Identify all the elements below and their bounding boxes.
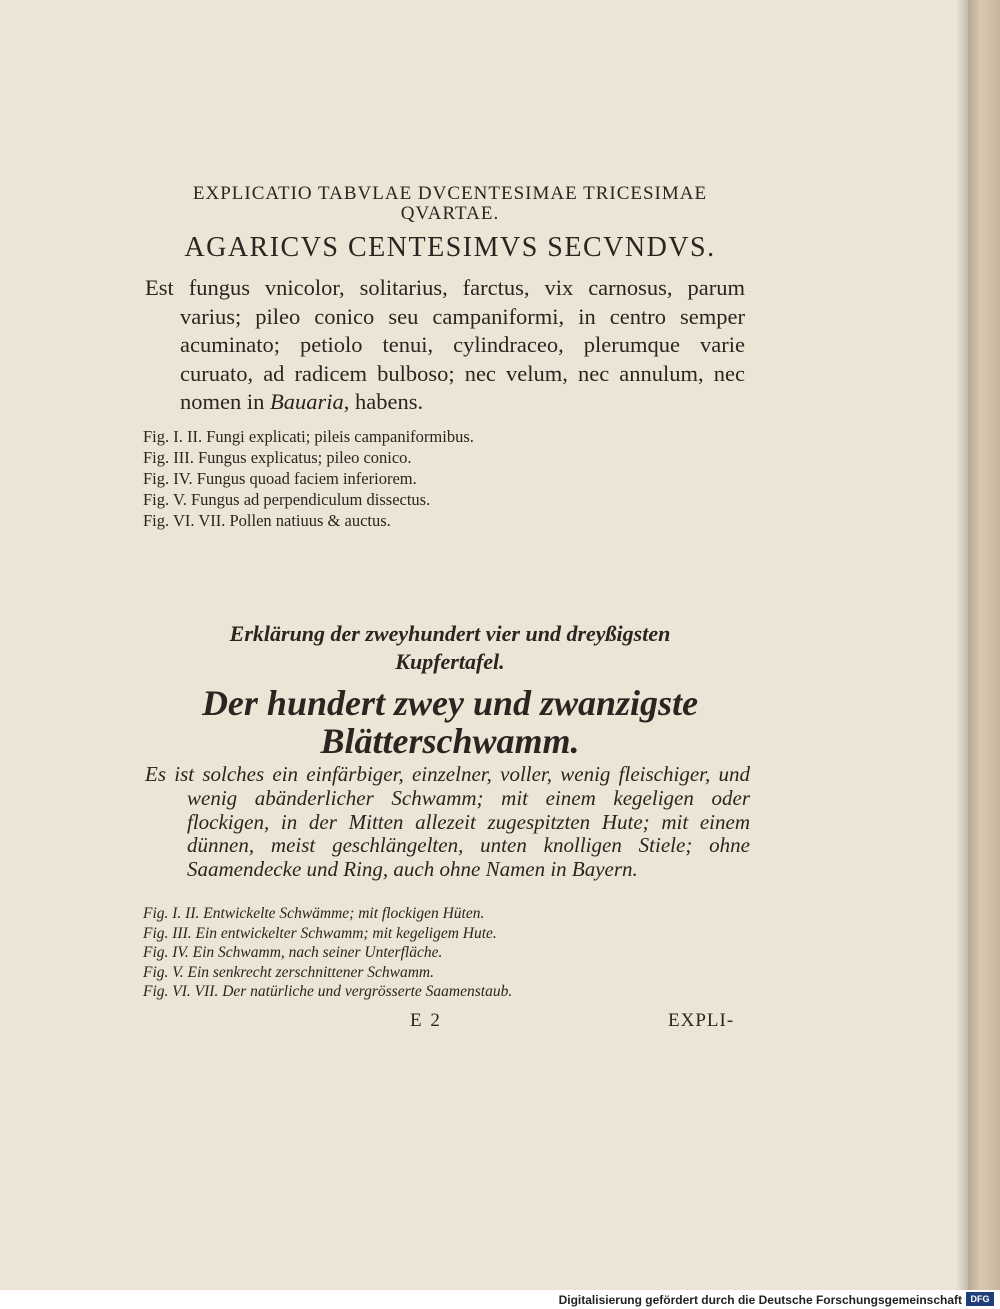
page-gutter-shadow <box>956 0 968 1290</box>
latin-title: AGARICVS CENTESIMVS SECVNDVS. <box>184 232 716 263</box>
german-figure-item: Fig. V. Ein senkrecht zerschnittener Schwamm. <box>143 963 435 981</box>
german-figure-item: Fig. IV. Ein Schwamm, nach seiner Unterfläche. <box>143 944 443 961</box>
german-figure-item: Fig. III. Ein entwickelter Schwamm; mit kegeligem Hute. <box>143 924 497 942</box>
latin-figure-item: Fig. III. Fungus explicatus; pileo conico. <box>143 448 412 467</box>
dfg-logo-icon: DFG <box>966 1292 994 1306</box>
latin-figure-item: Fig. IV. Fungus quoad faciem inferiorem. <box>143 469 417 488</box>
latin-heading: EXPLICATIO TABVLAE DVCENTESIMAE TRICESIMAE QVARTAE. <box>192 183 708 224</box>
german-paragraph: Es ist solches ein einfärbiger, einzelner, voller, wenig fleischiger, und wenig abänderlicher Schwamm; mit einem kegeligen oder flockigen, in der Mitten allezeit zugespitzten Hute; mit einem dünnen, meist geschlängelten, unten knolligen Stiele; ohne Saamendecke und Ring, auch ohne Namen in Bayern. <box>145 762 750 882</box>
catchword: EXPLI- <box>668 1010 735 1031</box>
german-figure-item: Fig. I. II. Entwickelte Schwämme; mit flockigen Hüten. <box>143 905 485 922</box>
latin-body-start: Est fungus vnicolor, solitarius, farctus, vix carnosus, parum varius; pileo conico seu campaniformi, in centro semper acuminato; petiolo tenui, cylindraceo, plerumque varie curuato, ad radicem bulboso; nec velum, nec annulum, nec nomen in <box>145 275 745 414</box>
german-figure-item: Fig. VI. VII. Der natürliche und vergrösserte Saamenstaub. <box>143 983 513 1000</box>
latin-body-place: Bauaria <box>270 389 344 414</box>
german-figure-list <box>143 904 663 1002</box>
latin-figure-item: Fig. I. II. Fungi explicati; pileis campaniformibus. <box>143 427 474 446</box>
footer-bar <box>0 1290 1000 1309</box>
latin-figure-item: Fig. VI. VII. Pollen natiuus & auctus. <box>143 511 391 530</box>
latin-figure-item: Fig. V. Fungus ad perpendiculum dissectus. <box>143 490 431 509</box>
footer-credit: Digitalisierung gefördert durch die Deutsche Forschungsgemeinschaft <box>558 1293 962 1307</box>
latin-figure-list <box>143 426 663 531</box>
german-title: Der hundert zwey und zwanzigste Blätterschwamm. <box>201 683 699 761</box>
latin-paragraph <box>145 274 745 417</box>
latin-body-end: , habens. <box>343 389 424 414</box>
german-description <box>145 763 750 882</box>
latin-description <box>145 274 745 417</box>
signature-mark: E 2 <box>410 1010 442 1031</box>
next-page-edge <box>968 0 1000 1290</box>
german-heading: Erklärung der zweyhundert vier und dreyßigsten Kupfertafel. <box>229 621 671 674</box>
